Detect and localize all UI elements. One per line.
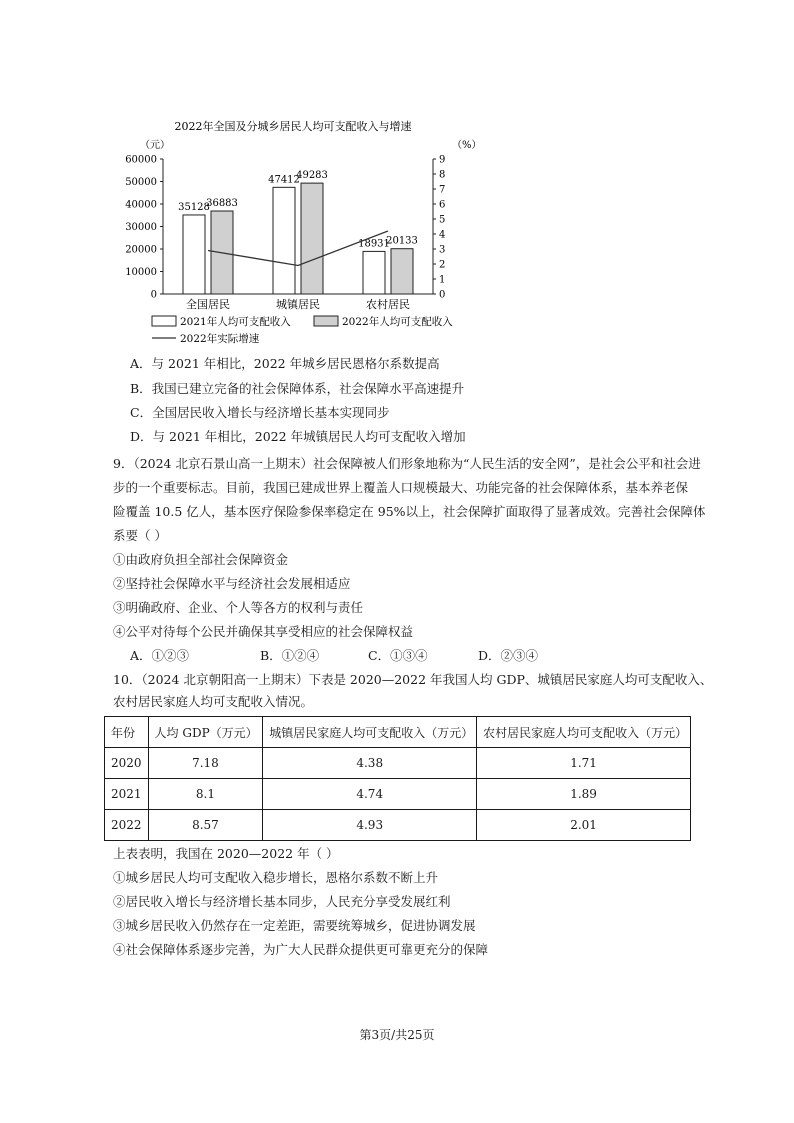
right-tick-label: 4 xyxy=(439,229,446,241)
q9-choice-c[interactable]: C．①③④ xyxy=(368,648,428,663)
category-label: 城镇居民 xyxy=(276,298,320,311)
right-tick-label: 3 xyxy=(439,244,446,256)
q9-stem-line-3: 险覆盖 10.5 亿人，基本医疗保险参保率稳定在 95%以上，社会保障扩面取得了显著成效。完善社会保障体 xyxy=(113,504,706,519)
table-header: 年份 xyxy=(105,717,149,748)
category-label: 农村居民 xyxy=(366,298,410,311)
table-header-row xyxy=(105,717,691,748)
left-tick-label: 0 xyxy=(150,289,157,301)
legend-label-growth: 2022年实际增速 xyxy=(180,333,260,345)
table-cell: 8.1 xyxy=(148,779,263,810)
q9-choice-d[interactable]: D．②③④ xyxy=(478,648,539,663)
legend-label-2022: 2022年人均可支配收入 xyxy=(342,316,453,328)
legend-label-2021: 2021年人均可支配收入 xyxy=(180,316,291,328)
table-cell: 2021 xyxy=(105,779,149,810)
q8-option-d[interactable]: D．与 2021 年相比，2022 年城镇居民人均可支配收入增加 xyxy=(130,429,466,444)
right-tick-label: 7 xyxy=(439,184,446,196)
left-tick-label: 50000 xyxy=(125,177,157,188)
q9-stem-line-1: 9．（2024 北京石景山高一上期末）社会保障被人们形象地称为“人民生活的安全网”，是社会公平和社会进 xyxy=(113,456,701,471)
bar-value-label: 18931 xyxy=(358,238,390,250)
q9-stem-line-4: 系要（ ） xyxy=(113,528,167,543)
left-axis-unit: （元） xyxy=(140,140,170,151)
table-cell: 2020 xyxy=(105,748,149,779)
q9-item-1: ①由政府负担全部社会保障资金 xyxy=(113,552,289,567)
bar xyxy=(363,251,385,294)
q10-item-4: ④社会保障体系逐步完善，为广大人民群众提供更可靠更充分的保障 xyxy=(113,942,489,957)
q9-stem-line-2: 步的一个重要标志。目前，我国已建成世界上覆盖人口规模最大、功能完备的社会保障体系，基本养老保 xyxy=(113,480,689,495)
income-table xyxy=(104,716,691,841)
bar-value-label: 36883 xyxy=(206,198,238,210)
bar xyxy=(391,249,413,294)
legend-swatch-2021 xyxy=(152,316,176,326)
q8-option-c[interactable]: C．全国居民收入增长与经济增长基本实现同步 xyxy=(130,405,390,420)
right-tick-label: 9 xyxy=(439,154,446,166)
left-tick-label: 20000 xyxy=(125,244,157,256)
left-tick-label: 30000 xyxy=(125,222,157,233)
bar-value-label: 20133 xyxy=(386,235,418,247)
q9-choice-a[interactable]: A．①②③ xyxy=(130,648,190,663)
right-tick-label: 6 xyxy=(439,199,446,211)
table-cell: 1.89 xyxy=(477,779,691,810)
table-cell: 4.93 xyxy=(263,810,477,841)
bar-value-label: 49283 xyxy=(296,170,328,182)
bar xyxy=(183,215,205,294)
right-tick-label: 0 xyxy=(439,289,446,301)
table-cell: 2.01 xyxy=(477,810,691,841)
table-row xyxy=(105,779,691,810)
table-cell: 7.18 xyxy=(148,748,263,779)
left-tick-label: 40000 xyxy=(125,199,157,211)
q10-stem-line-1: 10．（2024 北京朝阳高一上期末）下表是 2020—2022 年我国人均 GDP、城镇居民家庭人均可支配收入、 xyxy=(113,672,713,687)
q9-item-2: ②坚持社会保障水平与经济社会发展相适应 xyxy=(113,576,351,591)
q10-item-1: ①城乡居民人均可支配收入稳步增长，恩格尔系数不断上升 xyxy=(113,870,439,885)
right-tick-label: 5 xyxy=(439,214,446,226)
q9-item-3: ③明确政府、企业、个人等各方的权利与责任 xyxy=(113,600,364,615)
right-tick-label: 2 xyxy=(439,259,446,271)
left-tick-label: 60000 xyxy=(125,154,157,166)
bar xyxy=(273,187,295,294)
left-tick-label: 10000 xyxy=(125,267,157,278)
income-chart xyxy=(112,112,492,348)
table-cell: 2022 xyxy=(105,810,149,841)
q10-item-2: ②居民收入增长与经济增长基本同步，人民充分享受发展红利 xyxy=(113,894,451,909)
q8-option-b[interactable]: B．我国已建立完备的社会保障体系，社会保障水平高速提升 xyxy=(130,381,465,396)
right-tick-label: 1 xyxy=(439,274,446,286)
table-cell: 4.74 xyxy=(263,779,477,810)
right-tick-label: 8 xyxy=(439,169,446,181)
page-footer: 第3页/共25页 xyxy=(359,1028,435,1042)
table-cell: 8.57 xyxy=(148,810,263,841)
table-cell: 4.38 xyxy=(263,748,477,779)
table-cell: 1.71 xyxy=(477,748,691,779)
table-header: 城镇居民家庭人均可支配收入（万元） xyxy=(263,717,477,748)
q8-option-a[interactable]: A．与 2021 年相比，2022 年城乡居民恩格尔系数提高 xyxy=(130,356,440,371)
table-header: 人均 GDP（万元） xyxy=(148,717,263,748)
bar-value-label: 47412 xyxy=(268,174,300,186)
bar xyxy=(301,183,323,294)
right-axis-unit: （%） xyxy=(452,140,482,151)
income-chart-svg xyxy=(112,112,492,348)
legend-swatch-2022 xyxy=(314,316,338,326)
table-row xyxy=(105,810,691,841)
table-header: 农村居民家庭人均可支配收入（万元） xyxy=(477,717,691,748)
table-row xyxy=(105,748,691,779)
q10-item-3: ③城乡居民收入仍然存在一定差距，需要统筹城乡，促进协调发展 xyxy=(113,918,476,933)
chart-title: 2022年全国及分城乡居民人均可支配收入与增速 xyxy=(174,120,412,133)
q9-choice-b[interactable]: B．①②④ xyxy=(260,648,320,663)
q9-item-4: ④公平对待每个公民并确保其享受相应的社会保障权益 xyxy=(113,624,414,639)
q10-after-table: 上表表明，我国在 2020—2022 年（ ） xyxy=(113,846,339,861)
category-label: 全国居民 xyxy=(186,298,230,311)
bar-value-label: 35128 xyxy=(178,201,210,213)
q10-stem-line-2: 农村居民家庭人均可支配收入情况。 xyxy=(113,694,314,709)
